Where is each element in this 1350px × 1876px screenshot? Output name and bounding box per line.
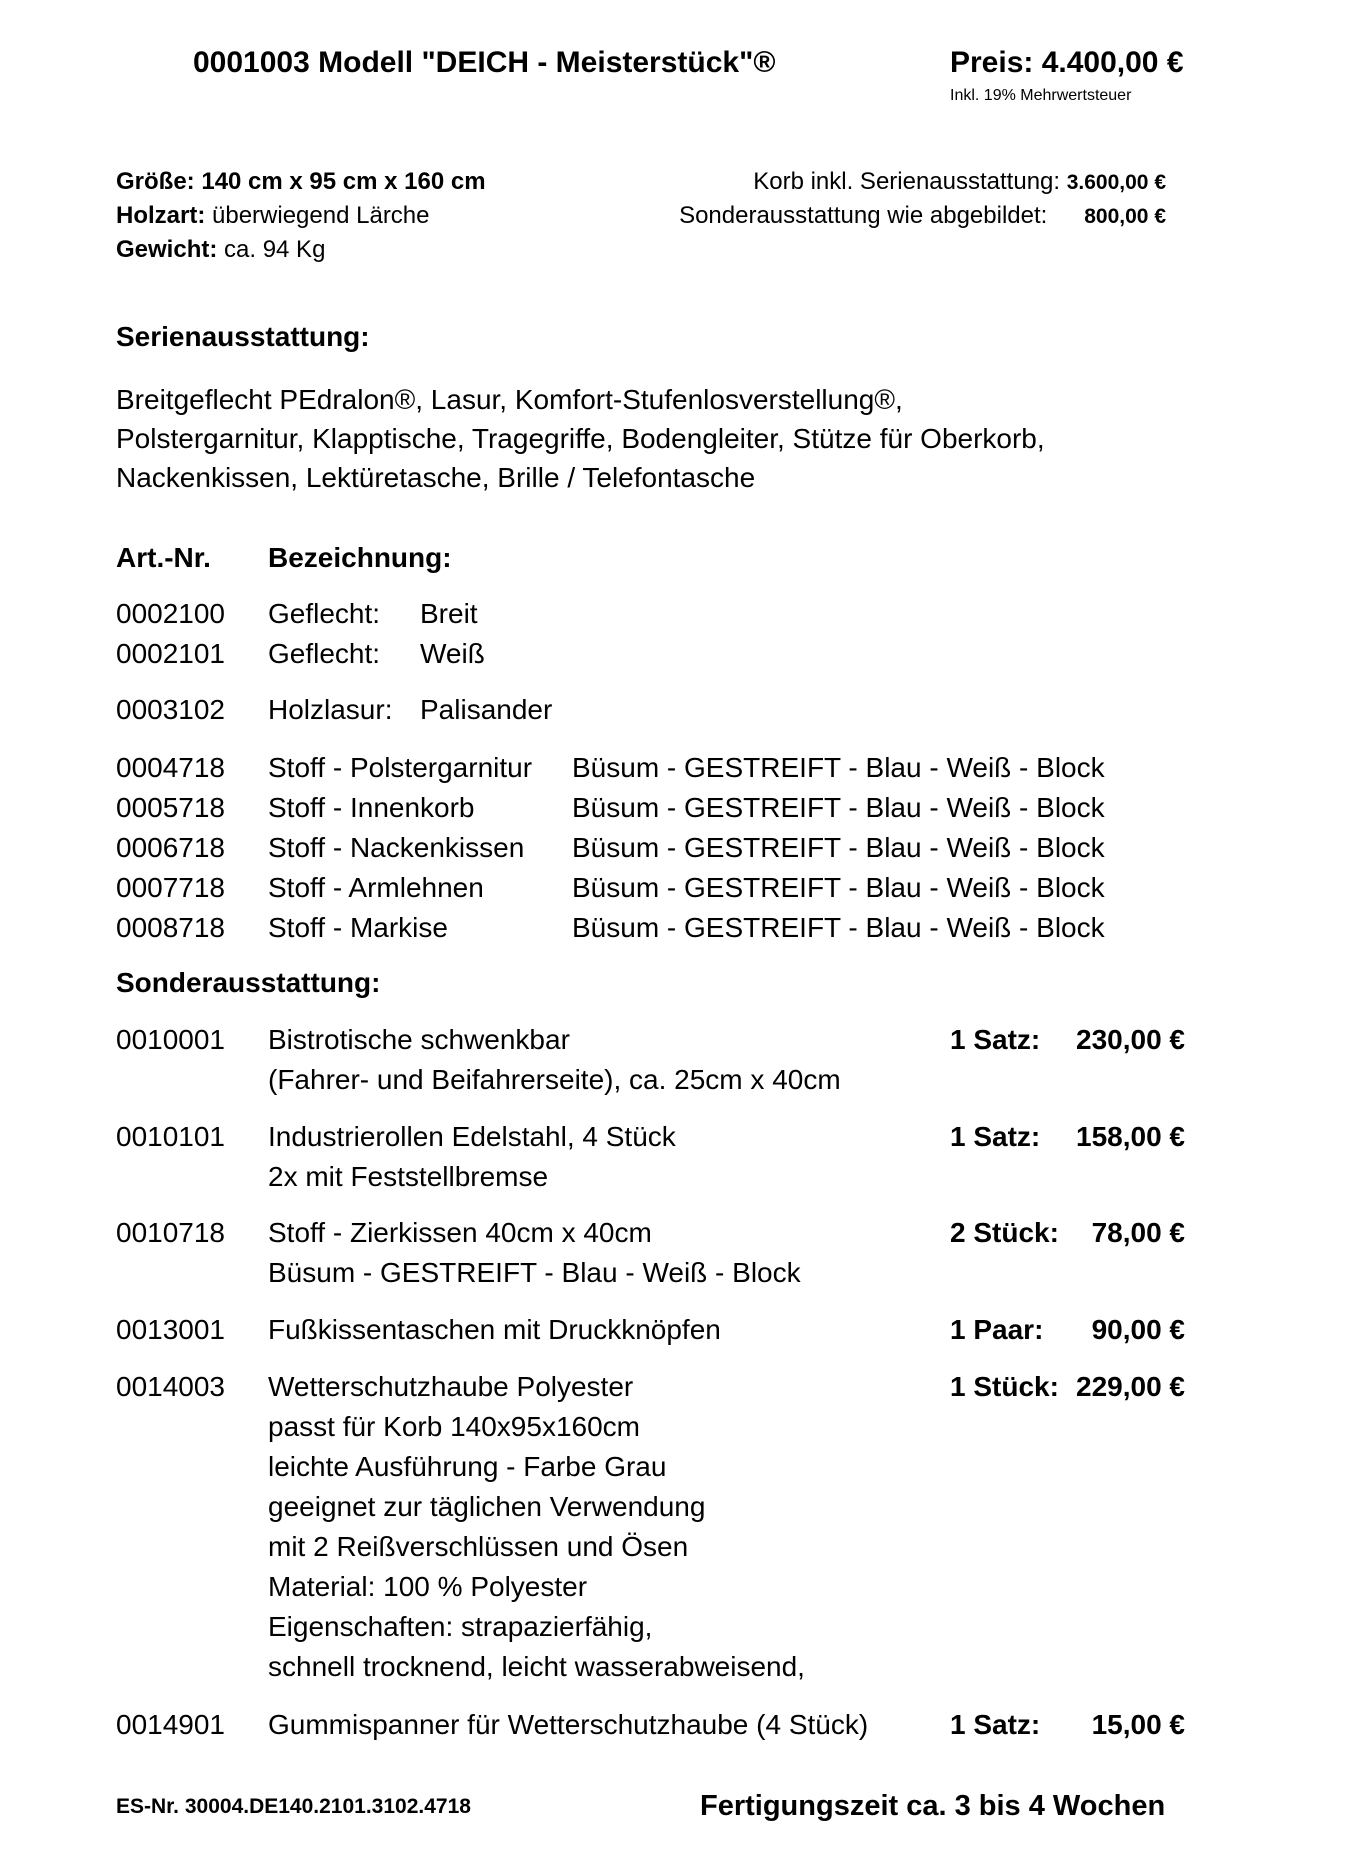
spec-wood	[116, 204, 430, 228]
price-summary-base	[753, 170, 1166, 194]
vat-note: Inkl. 19% Mehrwertsteuer	[950, 87, 1132, 104]
item-price: 78,00 €	[1091, 1217, 1185, 1248]
base-price-value: 3.600,00 €	[1066, 171, 1166, 194]
item-line: 2x mit Feststellbremse	[268, 1161, 549, 1192]
item-quantity: 1 Paar:	[950, 1314, 1044, 1345]
item-line: Stoff - Zierkissen 40cm x 40cm	[268, 1217, 652, 1248]
item-line: (Fahrer- und Beifahrerseite), ca. 25cm x 40cm	[268, 1064, 841, 1095]
row-description: Stoff - Markise	[268, 912, 448, 943]
row-value: Büsum - GESTREIFT - Blau - Weiß - Block	[572, 872, 1105, 903]
row-artnr: 0005718	[116, 792, 226, 823]
production-time: Fertigungszeit ca. 3 bis 4 Wochen	[700, 1790, 1166, 1822]
row-artnr: 0006718	[116, 832, 226, 863]
series-heading: Serienausstattung:	[116, 321, 370, 352]
item-price: 158,00 €	[1076, 1121, 1185, 1152]
price-summary-extras	[679, 204, 1166, 228]
es-number: ES-Nr. 30004.DE140.2101.3102.4718	[116, 1795, 471, 1818]
column-header-artnr: Art.-Nr.	[116, 542, 211, 573]
base-price-label: Korb inkl. Serienausstattung:	[753, 168, 1067, 195]
extras-price-label: Sonderausstattung wie abgebildet:	[679, 202, 1054, 229]
row-description: Geflecht:	[268, 598, 381, 629]
product-title: 0001003 Modell "DEICH - Meisterstück"®	[193, 46, 776, 79]
item-line: Gummispanner für Wetterschutzhaube (4 Stück)	[268, 1709, 869, 1740]
spec-size	[116, 170, 486, 194]
row-artnr: 0007718	[116, 872, 226, 903]
item-quantity: 1 Satz:	[950, 1709, 1041, 1740]
item-line: Industrierollen Edelstahl, 4 Stück	[268, 1121, 676, 1152]
item-artnr: 0014901	[116, 1709, 226, 1740]
row-value: Palisander	[420, 694, 553, 725]
row-description: Stoff - Nackenkissen	[268, 832, 525, 863]
item-price: 15,00 €	[1091, 1709, 1185, 1740]
item-line: Bistrotische schwenkbar	[268, 1024, 570, 1055]
item-artnr: 0010001	[116, 1024, 226, 1055]
item-quantity: 2 Stück:	[950, 1217, 1059, 1248]
row-artnr: 0002101	[116, 638, 226, 669]
item-price: 90,00 €	[1091, 1314, 1185, 1345]
item-artnr: 0010718	[116, 1217, 226, 1248]
column-header-description: Bezeichnung:	[268, 542, 452, 573]
item-line: geeignet zur täglichen Verwendung	[268, 1491, 706, 1522]
item-line: Material: 100 % Polyester	[268, 1571, 588, 1602]
row-artnr: 0008718	[116, 912, 226, 943]
series-line: Nackenkissen, Lektüretasche, Brille / Telefontasche	[116, 462, 756, 493]
row-description: Geflecht:	[268, 638, 381, 669]
spec-weight-value: ca. 94 Kg	[217, 236, 326, 263]
item-quantity: 1 Satz:	[950, 1024, 1041, 1055]
item-line: schnell trocknend, leicht wasserabweisend,	[268, 1651, 805, 1682]
item-line: leichte Ausführung - Farbe Grau	[268, 1451, 667, 1482]
item-price: 229,00 €	[1076, 1371, 1185, 1402]
row-value: Büsum - GESTREIFT - Blau - Weiß - Block	[572, 752, 1105, 783]
item-line: Büsum - GESTREIFT - Blau - Weiß - Block	[268, 1257, 801, 1288]
row-value: Büsum - GESTREIFT - Blau - Weiß - Block	[572, 792, 1105, 823]
row-value: Breit	[420, 598, 478, 629]
item-artnr: 0014003	[116, 1371, 226, 1402]
row-description: Stoff - Armlehnen	[268, 872, 484, 903]
item-artnr: 0010101	[116, 1121, 226, 1152]
extras-price-value: 800,00 €	[1084, 205, 1166, 228]
total-price: Preis: 4.400,00 €	[950, 46, 1184, 79]
item-price: 230,00 €	[1076, 1024, 1185, 1055]
row-artnr: 0004718	[116, 752, 226, 783]
item-quantity: 1 Satz:	[950, 1121, 1041, 1152]
series-line: Breitgeflecht PEdralon®, Lasur, Komfort-Stufenlosverstellung®,	[116, 384, 903, 415]
item-line: Fußkissentaschen mit Druckknöpfen	[268, 1314, 721, 1345]
series-line: Polstergarnitur, Klapptische, Tragegriffe, Bodengleiter, Stütze für Oberkorb,	[116, 423, 1045, 454]
item-line: mit 2 Reißverschlüssen und Ösen	[268, 1531, 689, 1562]
row-value: Büsum - GESTREIFT - Blau - Weiß - Block	[572, 912, 1105, 943]
item-artnr: 0013001	[116, 1314, 226, 1345]
row-artnr: 0003102	[116, 694, 226, 725]
row-artnr: 0002100	[116, 598, 226, 629]
row-description: Stoff - Innenkorb	[268, 792, 475, 823]
row-value: Büsum - GESTREIFT - Blau - Weiß - Block	[572, 832, 1105, 863]
row-value: Weiß	[420, 638, 485, 669]
item-line: passt für Korb 140x95x160cm	[268, 1411, 640, 1442]
item-line: Eigenschaften: strapazierfähig,	[268, 1611, 653, 1642]
row-description: Stoff - Polstergarnitur	[268, 752, 533, 783]
spec-weight-label: Gewicht:	[116, 236, 218, 263]
spec-size-label: Größe:	[116, 168, 195, 195]
spec-size-value: 140 cm x 95 cm x 160 cm	[194, 168, 486, 195]
row-description: Holzlasur:	[268, 694, 393, 725]
spec-wood-value: überwiegend Lärche	[205, 202, 430, 229]
extras-heading: Sonderausstattung:	[116, 967, 381, 998]
spec-wood-label: Holzart:	[116, 202, 206, 229]
item-line: Wetterschutzhaube Polyester	[268, 1371, 634, 1402]
item-quantity: 1 Stück:	[950, 1371, 1059, 1402]
spec-weight	[116, 238, 325, 262]
